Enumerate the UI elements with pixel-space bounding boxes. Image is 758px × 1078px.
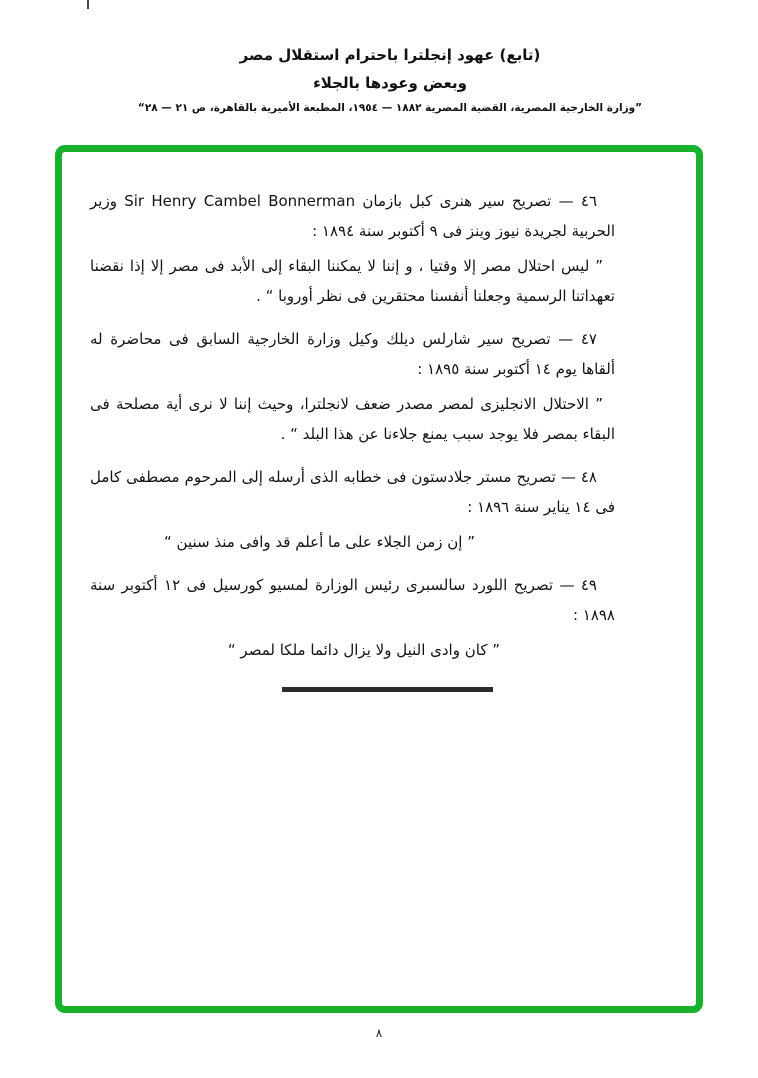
page-header: [20, 46, 758, 114]
entry-46-quote: ” ليس احتلال مصر إلا وقتيا ، و إننا لا يمكننا البقاء إلى الأبد فى مصر إلا إذا نقضنا تعهداتنا الرسمية وجعلنا أنفسنا محتقرين فى نظر أوروبا “ .: [90, 257, 615, 305]
header-title-line1: (تابع) عهود إنجلترا باحترام استقلال مصر: [239, 46, 541, 64]
section-divider: [282, 687, 493, 692]
entry-48: [90, 462, 615, 557]
header-title-line2: وبعض وعودها بالجلاء: [313, 74, 467, 92]
entry-48-heading: ٤٨ — تصريح مستر جلادستون فى خطابه الذى أرسله إلى المرحوم مصطفى كامل فى ١٤ يناير سنة ١٨٩٦ :: [90, 468, 615, 516]
entry-47-quote: ” الاحتلال الانجليزى لمصر مصدر ضعف لانجلترا، وحيث إننا لا نرى أية مصلحة فى البقاء بمصر فلا يوجد سبب يمنع جلاءنا عن هذا البلد “ .: [90, 395, 615, 443]
page-number: ٨: [375, 1026, 383, 1040]
entry-49: [90, 570, 615, 665]
entry-47: [90, 324, 615, 449]
entry-49-heading: ٤٩ — تصريح اللورد سالسبرى رئيس الوزارة لمسيو كورسيل فى ١٢ أكتوبر سنة ١٨٩٨ :: [90, 576, 615, 624]
scan-artifact-tick: [87, 0, 89, 9]
header-source-citation: ”وزارة الخارجية المصرية، القضية المصرية ١٨٨٢ — ١٩٥٤، المطبعة الأميرية بالقاهرة، ص ٢١ — ٢٨“: [137, 102, 643, 114]
entry-48-quote: ” إن زمن الجلاء على ما أعلم قد وافى منذ سنين “: [164, 533, 475, 551]
document-body: [90, 186, 615, 692]
entry-49-quote: ” كان وادى النيل ولا يزال دائما ملكا لمصر “: [227, 641, 500, 659]
entry-47-heading: ٤٧ — تصريح سير شارلس ديلك وكيل وزارة الخارجية السابق فى محاضرة له ألقاها يوم ١٤ أكتوبر سنة ١٨٩٥ :: [90, 330, 615, 378]
entry-46-heading: ٤٦ — تصريح سير هنرى كبل بازمان Sir Henry Cambel Bonnerman وزير الحربية لجريدة نيوز وينز فى ٩ أكتوبر سنة ١٨٩٤ :: [90, 192, 615, 240]
entry-46: [90, 186, 615, 311]
